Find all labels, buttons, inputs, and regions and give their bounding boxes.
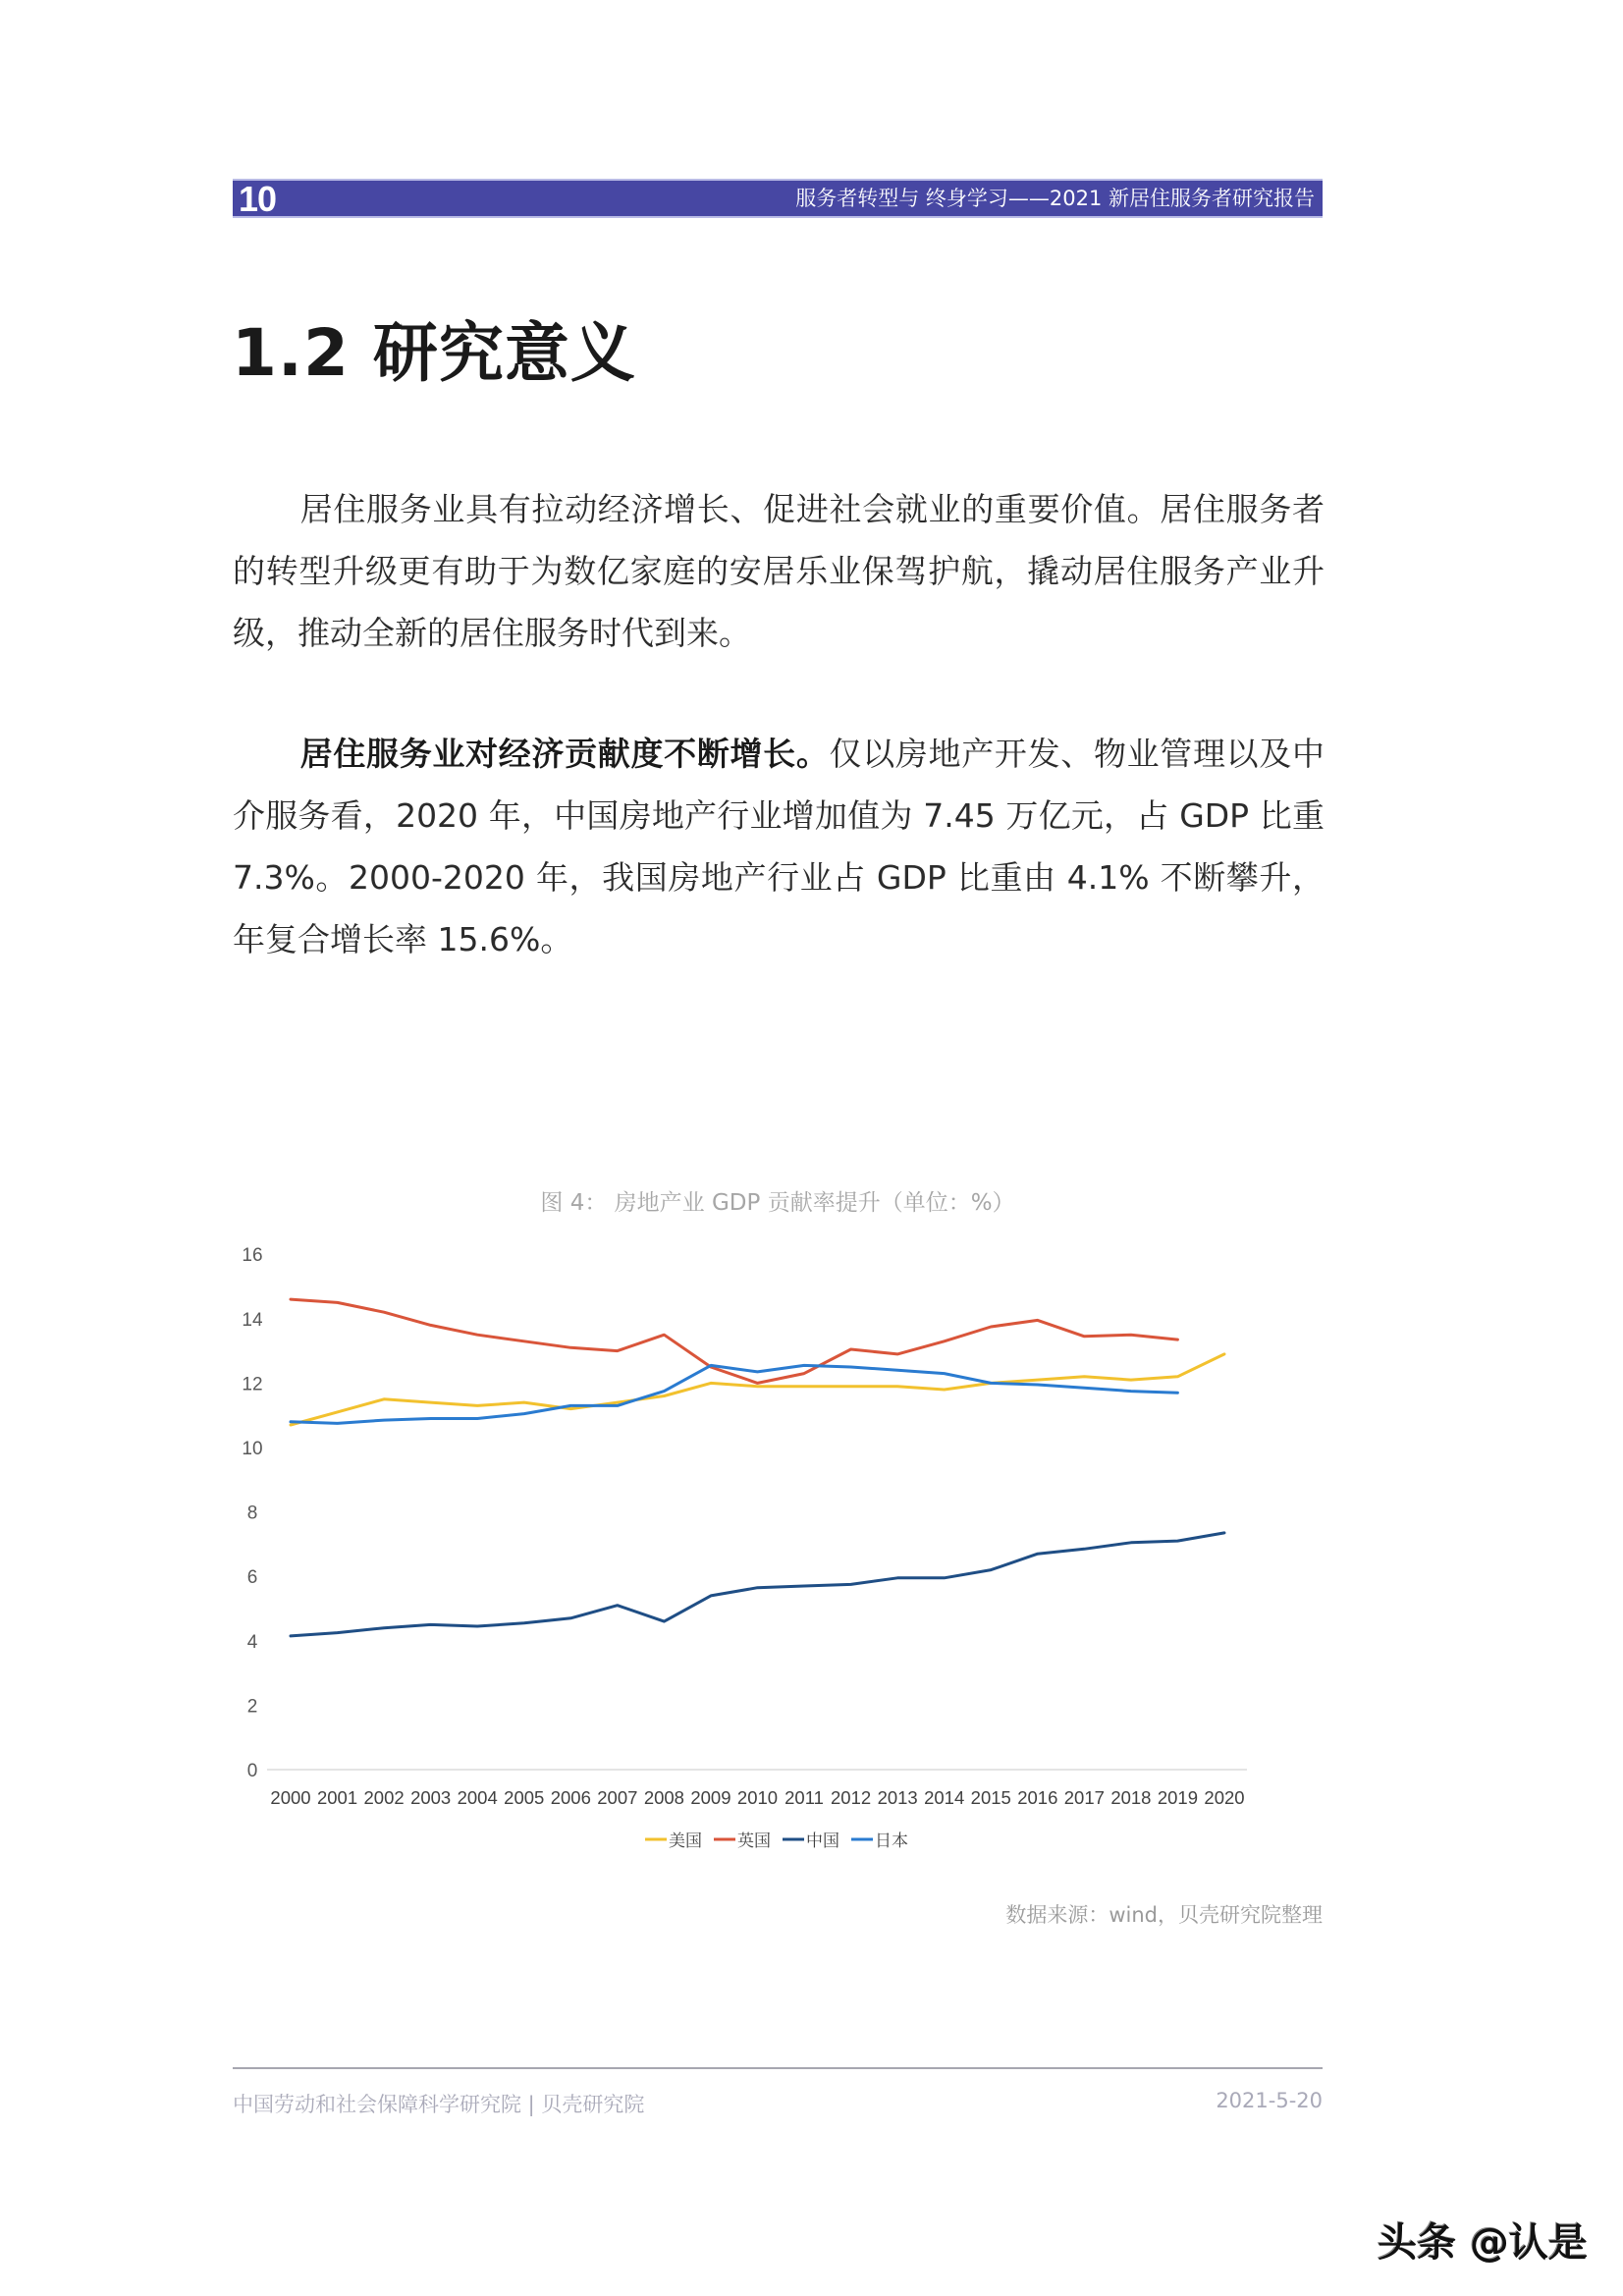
legend-item — [851, 1831, 908, 1850]
y-tick-label: 0 — [246, 1761, 258, 1781]
y-tick-label: 16 — [242, 1245, 263, 1267]
x-tick-label: 2002 — [363, 1787, 405, 1808]
legend-item — [783, 1831, 839, 1850]
x-tick-label: 2014 — [924, 1787, 965, 1808]
legend-item — [645, 1831, 702, 1850]
legend-label: 中国 — [806, 1831, 839, 1850]
series-line — [291, 1354, 1224, 1425]
x-tick-label: 2013 — [877, 1787, 918, 1808]
x-tick-label: 2000 — [270, 1787, 311, 1808]
x-tick-label: 2004 — [457, 1787, 498, 1808]
chart-series — [291, 1299, 1224, 1636]
paragraph-1-text: 居住服务业具有拉动经济增长、促进社会就业的重要价值。居住服务者的转型升级更有助于为数亿家庭的安居乐业保驾护航，撬动居住服务产业升级，推动全新的居住服务时代到来。 — [233, 490, 1325, 652]
page-number: 10 — [239, 179, 277, 219]
y-axis — [242, 1245, 263, 1781]
y-tick-label: 6 — [246, 1567, 258, 1589]
watermark: 头条 @认是 — [1378, 2220, 1588, 2266]
footer-organizations: 中国劳动和社会保障科学研究院 | 贝壳研究院 — [233, 2093, 645, 2116]
figure-caption: 图 4： 房地产业 GDP 贡献率提升（单位：%） — [540, 1190, 1015, 1216]
chart-legend — [645, 1831, 908, 1850]
y-tick-label: 8 — [246, 1503, 258, 1524]
y-tick-label: 14 — [242, 1309, 263, 1331]
y-tick-label: 10 — [242, 1439, 263, 1459]
figure-source: 数据来源：wind，贝壳研究院整理 — [1005, 1903, 1323, 1927]
y-tick-label: 12 — [242, 1374, 263, 1395]
legend-label: 美国 — [669, 1831, 702, 1850]
x-tick-label: 2007 — [597, 1787, 638, 1808]
x-tick-label: 2010 — [736, 1787, 779, 1808]
footer-divider — [233, 2067, 1323, 2069]
x-tick-label: 2009 — [690, 1787, 731, 1808]
section-title: 1.2 研究意义 — [232, 315, 636, 391]
x-tick-label: 2012 — [831, 1787, 872, 1808]
legend-item — [714, 1831, 771, 1850]
x-tick-label: 2018 — [1110, 1787, 1152, 1808]
footer-date: 2021-5-20 — [1216, 2089, 1323, 2112]
x-tick-label: 2020 — [1204, 1787, 1245, 1808]
x-tick-label: 2005 — [504, 1787, 545, 1808]
legend-label: 英国 — [737, 1831, 771, 1850]
x-tick-label: 2003 — [410, 1787, 452, 1808]
x-axis-labels — [270, 1787, 1244, 1808]
y-tick-label: 2 — [246, 1696, 258, 1718]
paragraph-2-bold-lead: 居住服务业对经济贡献度不断增长。 — [299, 735, 830, 773]
x-tick-label: 2006 — [550, 1787, 591, 1808]
x-tick-label: 2015 — [970, 1787, 1011, 1808]
paragraph-2-text: 仅以房地产开发、物业管理以及中介服务看，2020 年，中国房地产行业增加值为 7.45 万亿元，占 GDP 比重 7.3%。2000-2020 年，我国房地产行业占 GDP 比重由 4.1% 不断攀升，年复合增长率 15.6%。 — [233, 735, 1325, 958]
series-line — [291, 1533, 1224, 1636]
running-title: 服务者转型与 终身学习——2021 新居住服务者研究报告 — [795, 187, 1315, 210]
x-tick-label: 2011 — [784, 1787, 824, 1808]
legend-label: 日本 — [875, 1831, 908, 1850]
x-tick-label: 2017 — [1063, 1787, 1105, 1808]
x-tick-label: 2019 — [1157, 1787, 1199, 1808]
x-tick-label: 2001 — [316, 1787, 358, 1808]
series-line — [291, 1299, 1177, 1383]
x-tick-label: 2016 — [1017, 1787, 1058, 1808]
y-tick-label: 4 — [246, 1631, 258, 1653]
x-tick-label: 2008 — [643, 1787, 684, 1808]
